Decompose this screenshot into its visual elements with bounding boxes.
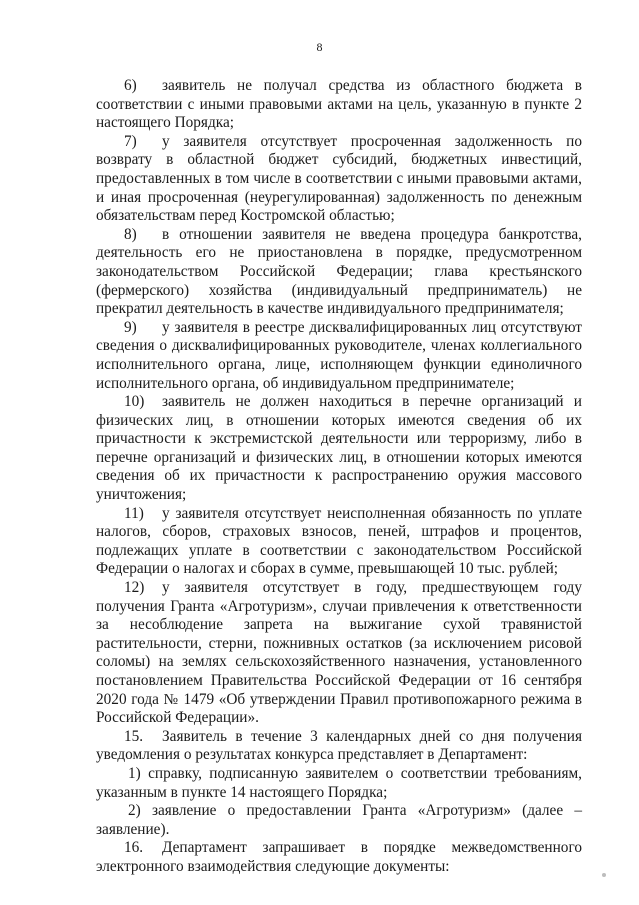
scan-speck [602,873,606,877]
list-item-8 [96,226,582,319]
subitem-1 [96,765,582,802]
item-text: заявитель не должен находиться в перечне организаций и физических лиц, в отношении которых имеются сведения об их причастности к экстремистской деятельности или терроризму, либо в перечне организаций и физических лиц, в отношении которых имеются сведения об их причастности к распространению оружия массового уничтожения; [96,393,582,504]
section-number: 15. [124,727,144,745]
list-item-10 [96,393,582,505]
list-item-11 [96,505,582,579]
item-text: у заявителя отсутствует неисполненная обязанность по уплате налогов, сборов, страховых взносов, пеней, штрафов и процентов, подлежащих уплате в соответствии с законодательством Российской Федерации о налогах и сборах в сумме, превышающей 10 тыс. рублей; [96,504,582,578]
item-number: 7) [124,132,137,150]
item-text: у заявителя в реестре дисквалифицированных лиц отсутствуют сведения о дисквалифицированных руководителе, членах коллегиального исполнительного органа, лице, исполняющем функции единоличного исполнительного органа, об индивидуальном предпринимателе; [96,318,582,392]
item-text: в отношении заявителя не введена процедура банкротства, деятельность его не приостановлена в порядке, предусмотренном законодательством Российской Федерации; глава крестьянского (фермерского) хозяйства (индивидуальный предприниматель) не прекратил деятельность в качестве индивидуального предпринимателя; [96,225,582,318]
item-text: у заявителя отсутствует в году, предшествующем году получения Гранта «Агротуризм», случаи привлечения к ответственности за несоблюдение запрета на выжигание сухой травянистой растительности, стерни, пожнивных остатков (за исключением рисовой соломы) на землях сельскохозяйственного назначения, установленного постановлением Правительства Российской Федерации от 16 сентября 2020 года № 1479 «Об утверждении Правил противопожарного режима в Российской Федерации». [96,579,582,727]
item-number: 11) [124,504,144,522]
document-body [96,77,582,877]
subitem-text: 2) заявление о предоставлении Гранта «Агротуризм» (далее – заявление). [96,802,582,838]
section-number: 16. [124,839,144,857]
item-text: у заявителя отсутствует просроченная задолженность по возврату в областной бюджет субсидий, бюджетных инвестиций, предоставленных в том числе в соответствии с иными правовыми актами, и иная просроченная (неурегулированная) задолженность по денежным обязательствам перед Костромской областью; [96,132,582,225]
list-item-6 [96,77,582,133]
item-number: 8) [124,225,137,243]
item-number: 10) [124,393,145,411]
item-number: 12) [124,579,145,597]
item-number: 9) [124,318,137,336]
subitem-2 [96,802,582,839]
section-text: Департамент запрашивает в порядке межведомственного электронного взаимодействия следующие документы: [96,839,582,875]
section-16 [96,839,582,876]
list-item-12 [96,579,582,728]
item-number: 6) [124,77,137,94]
item-text: заявитель не получал средства из областного бюджета в соответствии с иными правовыми актами на цель, указанную в пункте 2 настоящего Порядка; [96,77,582,132]
subitem-text: 1) справку, подписанную заявителем о соответствии требованиям, указанным в пункте 14 настоящего Порядка; [96,764,582,801]
page-number: 8 [316,40,323,54]
section-text: Заявитель в течение 3 календарных дней со дня получения уведомления о результатах конкурса представляет в Департамент: [96,727,582,764]
list-item-7 [96,133,582,226]
list-item-9 [96,319,582,393]
section-15 [96,728,582,765]
